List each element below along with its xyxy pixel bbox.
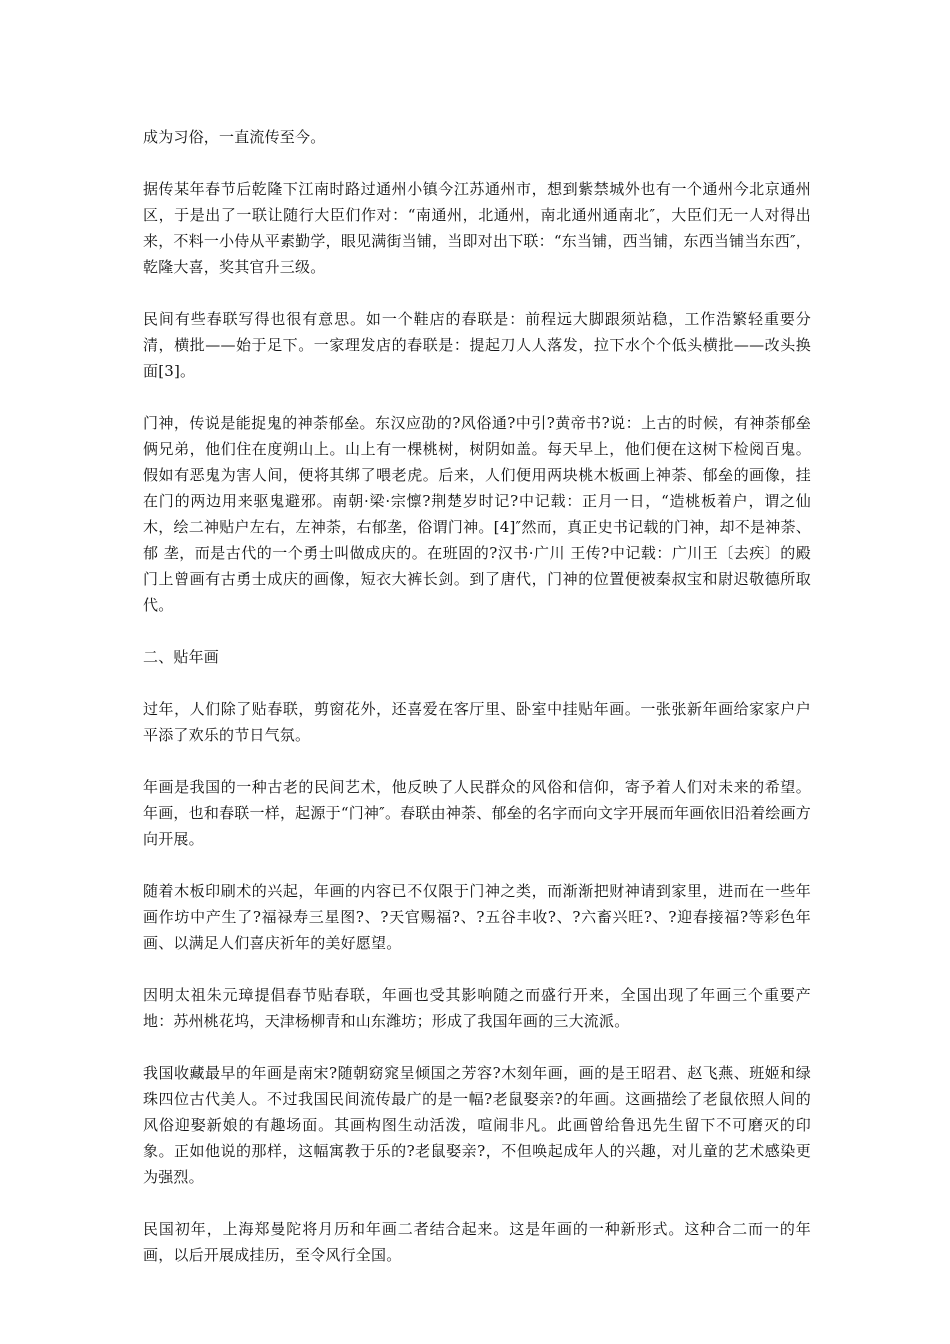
- paragraph-earliest-pictures: 我国收藏最早的年画是南宋?随朝窈窕呈倾国之芳容?木刻年画，画的是王昭君、赵飞燕、班姬和绿珠四位古代美人。不过我国民间流传最广的是一幅?老鼠娶亲?的年画。这画描绘了老鼠依照人间的风俗迎娶新娘的有趣场面。其画构图生动活泼，喧闹非凡。此画曾给鲁迅先生留下不可磨灭的印象。正如他说的那样，这幅寓教于乐的?老鼠娶亲?，不但唤起成年人的兴趣，对儿童的艺术感染更为强烈。: [143, 1064, 811, 1186]
- paragraph-new-year-pictures-origin: 年画是我国的一种古老的民间艺术，他反映了人民群众的风俗和信仰，寄予着人们对未来的希望。年画，也和春联一样，起源于“门神″。春联由神荼、郁垒的名字而向文字开展而年画依旧沿着绘画方向开展。: [143, 778, 811, 848]
- paragraph-qianlong-couplet: 据传某年春节后乾隆下江南时路过通州小镇今江苏通州市，想到紫禁城外也有一个通州今北京通州区，于是出了一联让随行大臣们作对：“南通州，北通州，南北通州通南北″，大臣们无一人对得出来，不料一小侍从平素勤学，眼见满街当铺，当即对出下联：“东当铺，西当铺，东西当铺当东西″，乾隆大喜，奖其官升三级。: [143, 180, 811, 276]
- section-heading-new-year-pictures: 二、贴年画: [143, 648, 220, 666]
- paragraph-woodblock-printing: 随着木板印刷术的兴起，年画的内容已不仅限于门神之类，而渐渐把财神请到家里，进而在一些年画作坊中产生了?福禄寿三星图?、?天官赐福?、?五谷丰收?、?六畜兴旺?、?迎春接福?等彩色年画、以满足人们喜庆祈年的美好愿望。: [143, 882, 811, 952]
- paragraph-republic-era: 民国初年，上海郑曼陀将月历和年画二者结合起来。这是年画的一种新形式。这种合二而一的年画，以后开展成挂历，至令风行全国。: [143, 1220, 811, 1264]
- paragraph-new-year-pictures-intro: 过年，人们除了贴春联，剪窗花外，还喜爱在客厅里、卧室中挂贴年画。一张张新年画给家家户户平添了欢乐的节日气氛。: [143, 700, 811, 744]
- paragraph-door-gods: 门神，传说是能捉鬼的神荼郁垒。东汉应劭的?风俗通?中引?黄帝书?说：上古的时候，有神荼郁垒俩兄弟，他们住在度朔山上。山上有一棵桃树，树阴如盖。每天早上，他们便在这树下检阅百鬼。假如有恶鬼为害人间，便将其绑了喂老虎。后来，人们便用两块桃木板画上神荼、郁垒的画像，挂在门的两边用来驱鬼避邪。南朝·梁·宗懔?荆楚岁时记?中记载：正月一日，“造桃板着户，谓之仙木，绘二神贴户左右，左神荼，右郁垄，俗谓门神。[4]″然而，真正史书记载的门神，却不是神荼、郁 垄，而是古代的一个勇士叫做成庆的。在班固的?汉书·广川 王传?中记载：广川王〔去疾〕的殿门上曾画有古勇士成庆的画像，短衣大裤长剑。到了唐代，门神的位置便被秦叔宝和尉迟敬德所取代。: [143, 414, 811, 614]
- paragraph-shop-couplets: 民间有些春联写得也很有意思。如一个鞋店的春联是：前程远大脚跟须站稳，工作浩繁轻重要分清，横批——始于足下。一家理发店的春联是：提起刀人人落发，拉下水个个低头横批——改头换面[3]。: [143, 310, 811, 380]
- document-body: [143, 124, 811, 1294]
- paragraph-custom-continuation: 成为习俗，一直流传至今。: [143, 128, 326, 146]
- paragraph-ming-dynasty: 因明太祖朱元璋提倡春节贴春联，年画也受其影响随之而盛行开来，全国出现了年画三个重要产地：苏州桃花坞，天津杨柳青和山东潍坊；形成了我国年画的三大流派。: [143, 986, 811, 1030]
